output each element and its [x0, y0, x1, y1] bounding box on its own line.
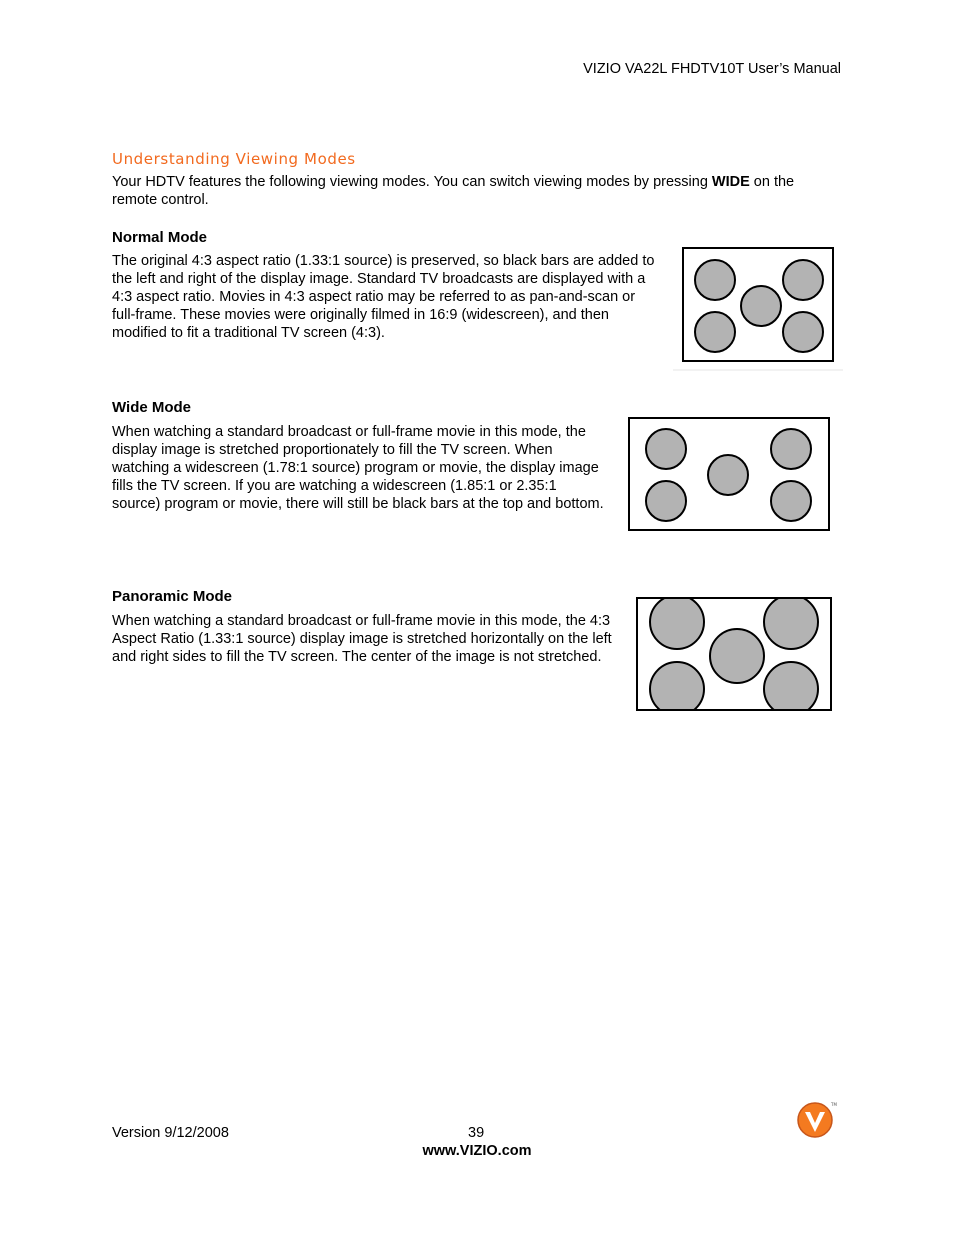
section-title: Understanding Viewing Modes	[112, 150, 356, 168]
header-title: VIZIO VA22L FHDTV10T User’s Manual	[583, 61, 841, 77]
vizio-logo-icon	[796, 1100, 836, 1140]
page-number: 39	[468, 1125, 485, 1141]
wide-mode-text: When watching a standard broadcast or full-frame movie in this mode, the display image is stretched proportionately to fill the TV screen. When watching a widescreen (1.78:1 source) program or movie, the display image fills the TV screen. If you are watching a widescreen (1.85:1 or 2.35:1 source) program or movie, there will still be black bars at the top and bottom.	[112, 424, 604, 512]
normal-mode-diagram	[673, 246, 843, 372]
footer-version: Version 9/12/2008	[112, 1125, 229, 1141]
intro-text-end: on the remote control.	[112, 174, 795, 208]
intro-text: Your HDTV features the following viewing modes. You can switch viewing modes by pressing	[112, 174, 712, 190]
normal-mode-heading: Normal Mode	[112, 229, 208, 246]
footer-url: www.VIZIO.com	[422, 1143, 532, 1159]
intro-paragraph	[112, 173, 842, 209]
wide-mode-heading: Wide Mode	[112, 399, 192, 416]
panoramic-mode-diagram	[635, 596, 833, 712]
normal-mode-text: The original 4:3 aspect ratio (1.33:1 source) is preserved, so black bars are added to the left and right of the display image. Standard TV broadcasts are displayed with a 4:3 aspect ratio. Movies in 4:3 aspect ratio may be referred to as pan-and-scan or full-frame. These movies were originally filmed in 16:9 (widescreen), and then modified to fit a traditional TV screen (4:3).	[112, 253, 655, 341]
svg-text:TM: TM	[831, 1102, 837, 1107]
panoramic-mode-heading: Panoramic Mode	[112, 588, 233, 605]
intro-wide-keyword: WIDE	[711, 174, 750, 190]
panoramic-mode-text: When watching a standard broadcast or full-frame movie in this mode, the 4:3 Aspect Ratio (1.33:1 source) display image is stretched horizontally on the left and right sides to fill the TV screen. The center of the image is not stretched.	[112, 613, 612, 665]
wide-mode-diagram	[627, 416, 833, 534]
